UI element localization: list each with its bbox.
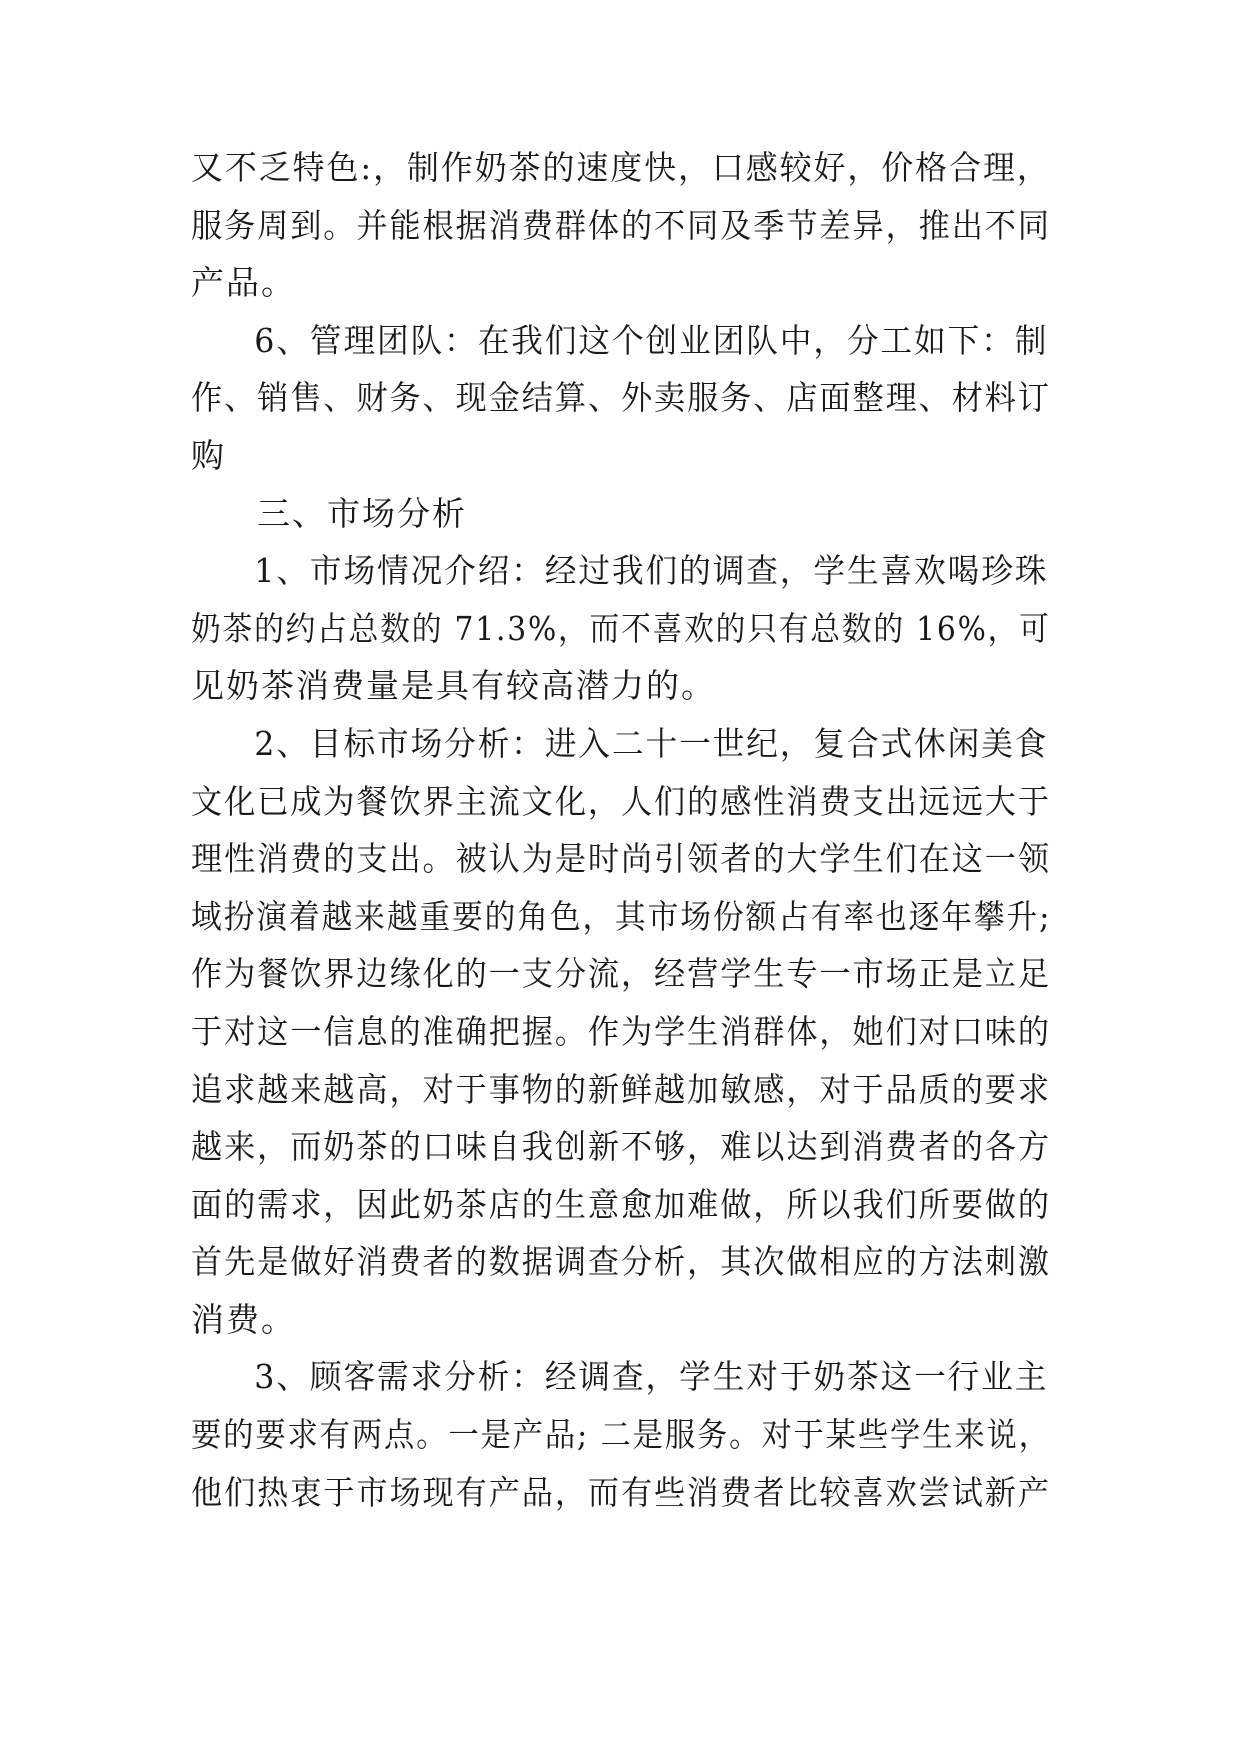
text-line: 理性消费的支出。被认为是时尚引领者的大学生们在这一领 [191, 839, 1051, 879]
body-text [191, 139, 1051, 1521]
text-line: 面的需求，因此奶茶店的生意愈加难做，所以我们所要做的 [191, 1184, 1051, 1224]
text-line: 追求越来越高，对于事物的新鲜越加敏感，对于品质的要求 [191, 1069, 1051, 1109]
text-line: 作、销售、财务、现金结算、外卖服务、店面整理、材料订 [191, 378, 1051, 418]
text-line: 要的要求有两点。一是产品; 二是服务。对于某些学生来说， [191, 1415, 1051, 1455]
text-line: 作为餐饮界边缘化的一支分流，经营学生专一市场正是立足 [191, 954, 1051, 994]
text-line: 产品。 [191, 263, 296, 303]
text-line: 首先是做好消费者的数据调查分析，其次做相应的方法刺激 [191, 1242, 1051, 1282]
paragraph-heading-management-team: 6、管理团队：在我们这个创业团队中，分工如下：制 [254, 320, 1049, 360]
text-line: 服务周到。并能根据消费群体的不同及季节差异，推出不同 [191, 205, 1051, 245]
text-line: 域扮演着越来越重要的角色，其市场份额占有率也逐年攀升; [191, 896, 1052, 936]
section-heading-market-analysis: 三、市场分析 [257, 493, 467, 533]
text-line: 越来，而奶茶的口味自我创新不够，难以达到消费者的各方 [191, 1127, 1051, 1167]
text-line: 于对这一信息的准确把握。作为学生消群体，她们对口味的 [191, 1011, 1051, 1051]
text-line: 奶茶的约占总数的 71.3%，而不喜欢的只有总数的 16%，可 [191, 608, 1051, 648]
paragraph-heading-market-situation: 1、市场情况介绍：经过我们的调查，学生喜欢喝珍珠 [254, 551, 1049, 591]
paragraph-heading-customer-demand: 3、顾客需求分析：经调查，学生对于奶茶这一行业主 [254, 1357, 1049, 1397]
text-line: 又不乏特色:，制作奶茶的速度快，口感较好，价格合理， [191, 148, 1051, 187]
text-line: 文化已成为餐饮界主流文化，人们的感性消费支出远远大于 [191, 781, 1051, 821]
paragraph-heading-target-market: 2、目标市场分析：进入二十一世纪，复合式休闲美食 [254, 723, 1049, 763]
text-line: 消费。 [191, 1299, 296, 1339]
text-line: 他们热衷于市场现有产品，而有些消费者比较喜欢尝试新产 [191, 1472, 1051, 1512]
text-line: 见奶茶消费量是具有较高潜力的。 [191, 666, 716, 706]
text-line: 购 [191, 435, 226, 475]
